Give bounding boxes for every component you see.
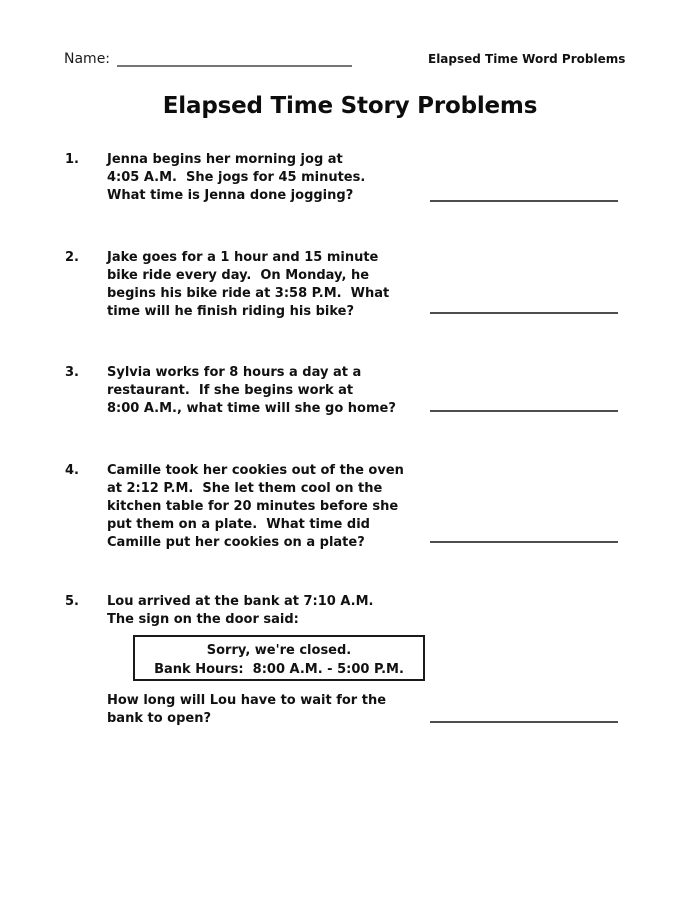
problem-5-text xyxy=(107,593,374,629)
problem-2-text xyxy=(107,249,389,321)
answer-blank-1 xyxy=(430,200,618,202)
problem-line: bike ride every day. On Monday, he xyxy=(107,268,370,283)
answer-blank-3 xyxy=(430,410,618,412)
sign-line: Bank Hours: 8:00 A.M. - 5:00 P.M. xyxy=(154,662,404,677)
problem-1-number: 1. xyxy=(65,152,79,167)
problem-line: What time is Jenna done jogging? xyxy=(107,188,354,203)
problem-line: Jake goes for a 1 hour and 15 minute xyxy=(107,250,379,265)
problem-4-number: 4. xyxy=(65,463,79,478)
problem-4-text xyxy=(107,462,404,552)
answer-blank-2 xyxy=(430,312,618,314)
answer-blank-4 xyxy=(430,541,618,543)
sign-line: Sorry, we're closed. xyxy=(206,643,352,658)
problem-5-number: 5. xyxy=(65,594,79,609)
problem-line: The sign on the door said: xyxy=(107,612,299,627)
name-blank-line xyxy=(117,50,352,67)
name-label: Name: xyxy=(64,51,111,67)
problem-line: Sylvia works for 8 hours a day at a xyxy=(107,365,362,380)
problem-1-text xyxy=(107,151,365,205)
problem-line: 4:05 A.M. She jogs for 45 minutes. xyxy=(107,170,366,185)
problem-3 xyxy=(65,364,396,418)
problem-1 xyxy=(65,151,365,205)
problem-4 xyxy=(65,462,404,552)
problem-5 xyxy=(65,593,374,629)
problem-line: restaurant. If she begins work at xyxy=(107,383,354,398)
problem-2-number: 2. xyxy=(65,250,79,265)
problem-line: kitchen table for 20 minutes before she xyxy=(107,499,399,514)
problem-3-number: 3. xyxy=(65,365,79,380)
problem-line: Jenna begins her morning jog at xyxy=(107,152,343,167)
bank-sign-box xyxy=(133,635,425,681)
problem-line: begins his bike ride at 3:58 P.M. What xyxy=(107,286,390,301)
problem-line: Lou arrived at the bank at 7:10 A.M. xyxy=(107,594,374,609)
problem-line: time will he finish riding his bike? xyxy=(107,304,355,319)
page-title: Elapsed Time Story Problems xyxy=(162,93,538,119)
problem-2 xyxy=(65,249,389,321)
problem-line: at 2:12 P.M. She let them cool on the xyxy=(107,481,383,496)
problem-line: put them on a plate. What time did xyxy=(107,517,370,532)
problem-3-text xyxy=(107,364,396,418)
problem-line: Camille put her cookies on a plate? xyxy=(107,535,365,550)
worksheet-header-label: Elapsed Time Word Problems xyxy=(428,52,626,66)
problem-line: 8:00 A.M., what time will she go home? xyxy=(107,401,396,416)
problem-line: Camille took her cookies out of the oven xyxy=(107,463,404,478)
problem-line: bank to open? xyxy=(107,711,212,726)
problem-line: How long will Lou have to wait for the xyxy=(107,693,387,708)
answer-blank-5 xyxy=(430,721,618,723)
problem-5-question xyxy=(107,692,386,728)
